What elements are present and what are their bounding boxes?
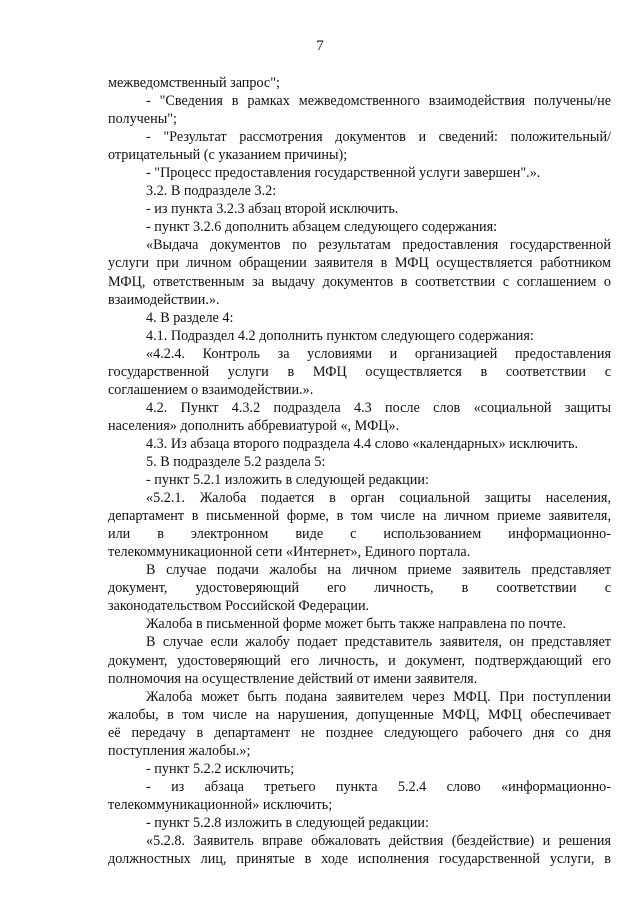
text-line: «Выдача документов по результатам предоставления государственной [146, 237, 611, 254]
text-line: услуги при личном обращении заявителя в МФЦ осуществляется работником [108, 255, 611, 272]
text-line: - из пункта 3.2.3 абзац второй исключить. [146, 201, 399, 218]
text-line: взаимодействии.». [108, 291, 220, 308]
text-line: или в электронном виде с использованием информационно- [108, 526, 611, 543]
text-line: её передачу в департамент не позднее следующего рабочего дня со дня [108, 724, 611, 741]
text-line: - пункт 5.2.8 изложить в следующей редакции: [146, 814, 429, 831]
text-line: В случае подачи жалобы на личном приеме заявитель представляет [146, 562, 611, 579]
text-line: получены"; [108, 111, 177, 128]
document-body [108, 74, 611, 868]
text-line: Жалоба может быть подана заявителем через МФЦ. При поступлении [146, 688, 611, 705]
text-line: 5. В подразделе 5.2 раздела 5: [146, 453, 326, 470]
text-line: департамент в письменной форме, в том числе на личном приеме заявителя, [108, 508, 611, 525]
text-line: 4.1. Подраздел 4.2 дополнить пунктом следующего содержания: [146, 327, 534, 344]
text-line: - "Результат рассмотрения документов и сведений: положительный/ [146, 129, 611, 146]
text-line: - из абзаца третьего пункта 5.2.4 слово «информационно- [146, 778, 611, 795]
text-line: - пункт 5.2.2 исключить; [146, 760, 295, 777]
text-line: жалобы, в том числе на нарушения, допущенные МФЦ, МФЦ обеспечивает [108, 706, 611, 723]
text-line: документ, удостоверяющий его личность, и документ, подтверждающий его [108, 652, 611, 669]
text-line: «5.2.1. Жалоба подается в орган социальной защиты населения, [146, 490, 611, 507]
text-line: - пункт 3.2.6 дополнить абзацем следующего содержания: [146, 219, 498, 236]
text-line: В случае если жалобу подает представитель заявителя, он представляет [146, 634, 611, 651]
text-line: документ, удостоверяющий его личность, в соответствии с [108, 580, 611, 597]
text-line: государственной услуги в МФЦ осуществляется в соответствии с [108, 363, 611, 380]
text-line: - "Сведения в рамках межведомственного взаимодействия получены/не [146, 93, 611, 110]
text-line: населения» дополнить аббревиатурой «, МФЦ». [108, 417, 400, 434]
text-line: 4. В разделе 4: [146, 309, 234, 326]
text-line: «4.2.4. Контроль за условиями и организацией предоставления [146, 345, 611, 362]
text-line: телекоммуникационной» исключить; [108, 796, 333, 813]
text-line: отрицательный (с указанием причины); [108, 147, 348, 164]
page-number: 7 [316, 38, 324, 54]
text-line: 4.3. Из абзаца второго подраздела 4.4 слово «календарных» исключить. [146, 435, 578, 452]
text-line: соглашением о взаимодействии.». [108, 381, 314, 398]
text-line: МФЦ, ответственным за выдачу документов в соответствии с соглашением о [108, 273, 611, 290]
text-line: законодательством Российской Федерации. [108, 598, 370, 615]
text-line: - пункт 5.2.1 изложить в следующей редакции: [146, 472, 429, 489]
text-line: межведомственный запрос"; [108, 75, 280, 91]
text-line: 3.2. В подразделе 3.2: [146, 183, 277, 200]
text-line: телекоммуникационной сети «Интернет», Единого портала. [108, 544, 471, 561]
text-line: полномочия на осуществление действий от имени заявителя. [108, 670, 478, 687]
text-line: 4.2. Пункт 4.3.2 подраздела 4.3 после слов «социальной защиты [146, 399, 611, 416]
text-line: поступления жалобы.»; [108, 742, 251, 759]
text-line: Жалоба в письменной форме может быть также направлена по почте. [146, 616, 567, 633]
text-line: «5.2.8. Заявитель вправе обжаловать действия (бездействие) и решения [146, 832, 611, 849]
text-line: должностных лиц, принятые в ходе исполнения государственной услуги, в [108, 851, 611, 868]
text-line: - "Процесс предоставления государственной услуги завершен".». [146, 165, 541, 182]
